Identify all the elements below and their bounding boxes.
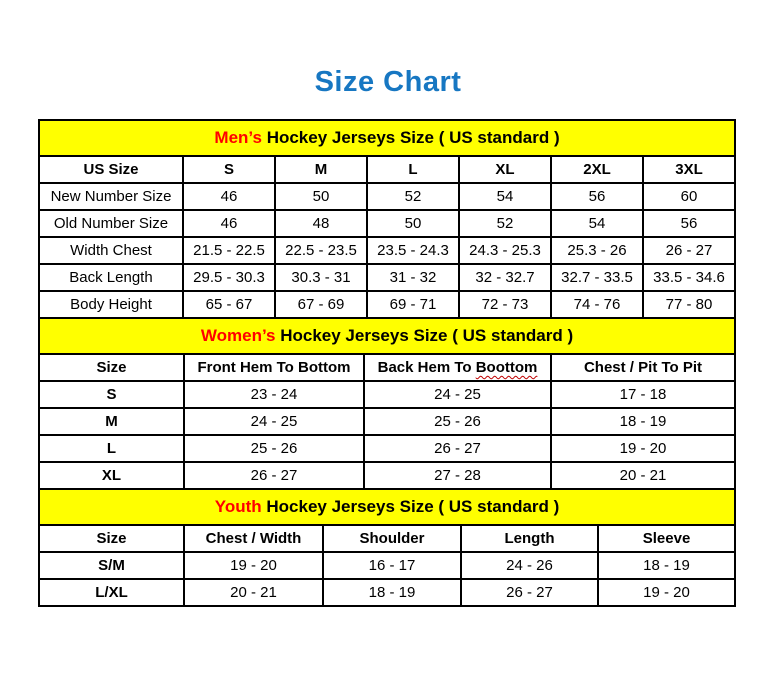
mens-table-row [39, 237, 735, 264]
mens-column-header: S [183, 156, 275, 183]
mens-data-cell: 26 - 27 [643, 237, 735, 264]
womens-data-cell: 25 - 26 [364, 408, 551, 435]
mens-section-banner [39, 120, 735, 156]
mens-column-header: 2XL [551, 156, 643, 183]
youth-section-banner [39, 489, 735, 525]
womens-section-banner [39, 318, 735, 354]
youth-table-row [39, 579, 735, 606]
mens-column-header: M [275, 156, 367, 183]
youth-column-header: Sleeve [598, 525, 735, 552]
mens-data-cell: 56 [643, 210, 735, 237]
mens-table-row [39, 210, 735, 237]
mens-banner-text: Hockey Jerseys Size ( US standard ) [261, 128, 560, 147]
womens-data-cell: 19 - 20 [551, 435, 735, 462]
youth-data-cell: 16 - 17 [323, 552, 461, 579]
mens-data-cell: 32 - 32.7 [459, 264, 551, 291]
womens-banner-text: Hockey Jerseys Size ( US standard ) [275, 326, 574, 345]
womens-row-label: M [39, 408, 184, 435]
youth-data-cell: 19 - 20 [184, 552, 323, 579]
womens-data-cell: 24 - 25 [184, 408, 364, 435]
mens-row-label: Back Length [39, 264, 183, 291]
womens-table-row [39, 381, 735, 408]
mens-table-row [39, 291, 735, 318]
mens-data-cell: 25.3 - 26 [551, 237, 643, 264]
womens-column-header: Chest / Pit To Pit [551, 354, 735, 381]
youth-size-table [38, 488, 736, 607]
mens-data-cell: 52 [459, 210, 551, 237]
mens-data-cell: 54 [459, 183, 551, 210]
youth-row-label: S/M [39, 552, 184, 579]
youth-data-cell: 24 - 26 [461, 552, 598, 579]
mens-column-header: US Size [39, 156, 183, 183]
youth-column-header: Shoulder [323, 525, 461, 552]
youth-data-cell: 18 - 19 [323, 579, 461, 606]
size-chart-tables [38, 119, 734, 607]
misspelled-word: Boottom [475, 359, 538, 376]
mens-data-cell: 32.7 - 33.5 [551, 264, 643, 291]
mens-data-cell: 60 [643, 183, 735, 210]
youth-column-header: Chest / Width [184, 525, 323, 552]
mens-row-label: New Number Size [39, 183, 183, 210]
mens-banner-highlight: Men’s [214, 128, 262, 147]
womens-data-cell: 27 - 28 [364, 462, 551, 489]
mens-row-label: Body Height [39, 291, 183, 318]
womens-data-cell: 26 - 27 [364, 435, 551, 462]
womens-table-row [39, 408, 735, 435]
mens-data-cell: 54 [551, 210, 643, 237]
womens-data-cell: 23 - 24 [184, 381, 364, 408]
youth-column-header: Size [39, 525, 184, 552]
mens-data-cell: 21.5 - 22.5 [183, 237, 275, 264]
mens-data-cell: 69 - 71 [367, 291, 459, 318]
womens-column-header: Size [39, 354, 184, 381]
youth-column-header: Length [461, 525, 598, 552]
womens-column-header: Back Hem To Boottom [364, 354, 551, 381]
womens-banner-highlight: Women’s [200, 326, 276, 345]
mens-data-cell: 30.3 - 31 [275, 264, 367, 291]
mens-data-cell: 50 [367, 210, 459, 237]
mens-data-cell: 48 [275, 210, 367, 237]
mens-data-cell: 50 [275, 183, 367, 210]
mens-size-table [38, 119, 736, 319]
youth-data-cell: 26 - 27 [461, 579, 598, 606]
womens-table-row [39, 462, 735, 489]
womens-data-cell: 24 - 25 [364, 381, 551, 408]
womens-row-label: S [39, 381, 184, 408]
mens-data-cell: 77 - 80 [643, 291, 735, 318]
mens-data-cell: 22.5 - 23.5 [275, 237, 367, 264]
mens-data-cell: 24.3 - 25.3 [459, 237, 551, 264]
youth-banner-highlight: Youth [214, 497, 262, 516]
mens-table-row [39, 183, 735, 210]
mens-row-label: Width Chest [39, 237, 183, 264]
mens-column-header: XL [459, 156, 551, 183]
mens-data-cell: 46 [183, 210, 275, 237]
youth-table-row [39, 552, 735, 579]
mens-data-cell: 33.5 - 34.6 [643, 264, 735, 291]
womens-table-row [39, 435, 735, 462]
mens-row-label: Old Number Size [39, 210, 183, 237]
mens-data-cell: 29.5 - 30.3 [183, 264, 275, 291]
mens-data-cell: 56 [551, 183, 643, 210]
youth-data-cell: 19 - 20 [598, 579, 735, 606]
youth-data-cell: 18 - 19 [598, 552, 735, 579]
womens-column-header: Front Hem To Bottom [184, 354, 364, 381]
page-title: Size Chart [314, 66, 462, 98]
mens-data-cell: 67 - 69 [275, 291, 367, 318]
womens-size-table [38, 317, 736, 490]
mens-data-cell: 74 - 76 [551, 291, 643, 318]
mens-data-cell: 52 [367, 183, 459, 210]
mens-column-header: 3XL [643, 156, 735, 183]
mens-data-cell: 46 [183, 183, 275, 210]
mens-data-cell: 72 - 73 [459, 291, 551, 318]
womens-row-label: XL [39, 462, 184, 489]
womens-data-cell: 26 - 27 [184, 462, 364, 489]
womens-row-label: L [39, 435, 184, 462]
womens-data-cell: 20 - 21 [551, 462, 735, 489]
mens-data-cell: 23.5 - 24.3 [367, 237, 459, 264]
mens-column-header: L [367, 156, 459, 183]
mens-table-row [39, 264, 735, 291]
mens-data-cell: 31 - 32 [367, 264, 459, 291]
youth-row-label: L/XL [39, 579, 184, 606]
youth-banner-text: Hockey Jerseys Size ( US standard ) [261, 497, 560, 516]
youth-data-cell: 20 - 21 [184, 579, 323, 606]
mens-data-cell: 65 - 67 [183, 291, 275, 318]
womens-data-cell: 25 - 26 [184, 435, 364, 462]
womens-data-cell: 18 - 19 [551, 408, 735, 435]
womens-data-cell: 17 - 18 [551, 381, 735, 408]
